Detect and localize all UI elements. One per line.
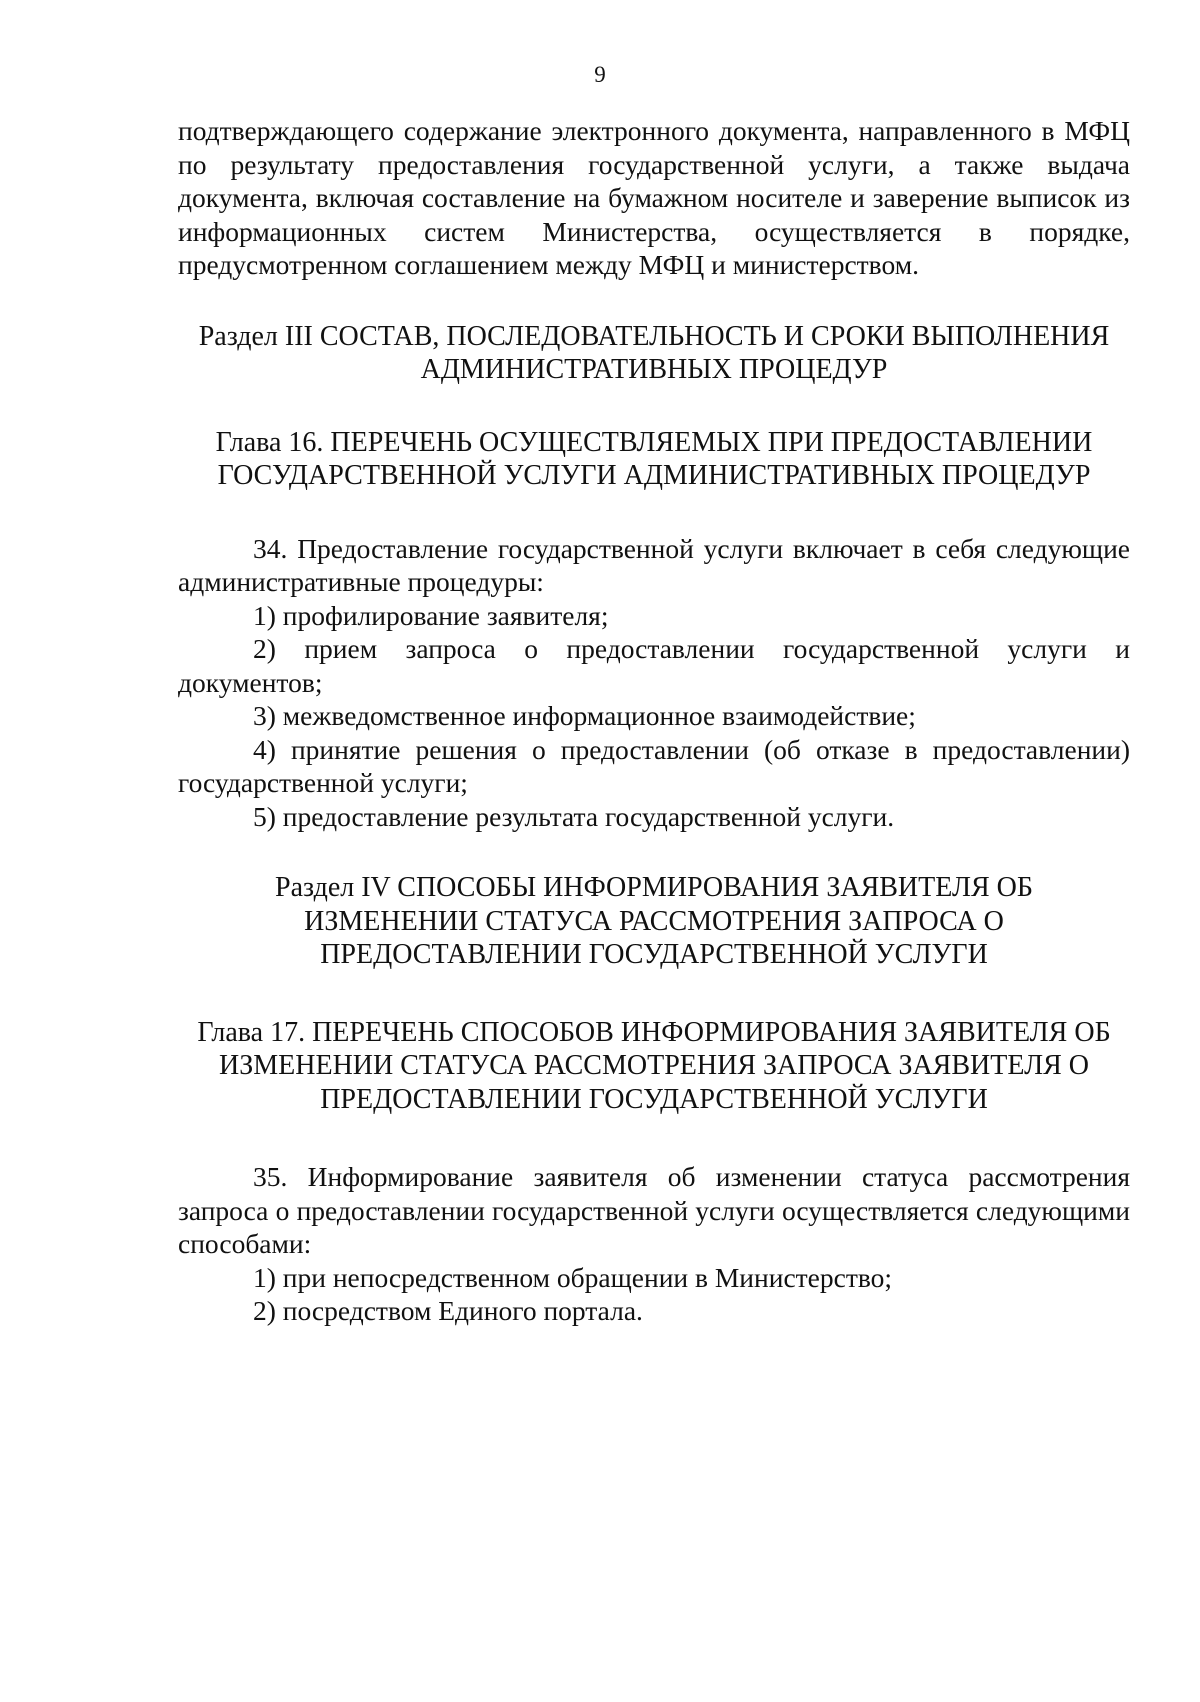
section-4-heading — [178, 871, 1130, 972]
chapter-16-heading-line: Глава 16. ПЕРЕЧЕНЬ ОСУЩЕСТВЛЯЕМЫХ ПРИ ПРЕДОСТАВЛЕНИИ — [215, 426, 1093, 458]
list-item: 3) межведомственное информационное взаимодействие; — [253, 700, 916, 731]
section-3-heading-line: АДМИНИСТРАТИВНЫХ ПРОЦЕДУР — [420, 354, 888, 385]
item-34 — [178, 532, 1130, 834]
chapter-16-heading-line: ГОСУДАРСТВЕННОЙ УСЛУГИ АДМИНИСТРАТИВНЫХ ПРОЦЕДУР — [217, 460, 1091, 491]
list-item: 4) принятие решения о предоставлении (об отказе в предоставлении) государственной услуги; — [178, 733, 1130, 798]
chapter-17-heading-line: ПРЕДОСТАВЛЕНИИ ГОСУДАРСТВЕННОЙ УСЛУГИ — [320, 1083, 988, 1115]
list-item: 2) прием запроса о предоставлении государственной услуги и документов; — [178, 633, 1130, 698]
list-item: 2) посредством Единого портала. — [253, 1295, 643, 1326]
section-4-heading-line: ПРЕДОСТАВЛЕНИИ ГОСУДАРСТВЕННОЙ УСЛУГИ — [320, 939, 988, 970]
item-35 — [178, 1160, 1130, 1328]
item-34-text: 34. Предоставление государственной услуги включает в себя следующие административные процедуры: — [178, 532, 1130, 597]
chapter-17-heading-line: ИЗМЕНЕНИИ СТАТУСА РАССМОТРЕНИЯ ЗАПРОСА ЗАЯВИТЕЛЯ О — [219, 1050, 1089, 1081]
document-body — [178, 114, 1130, 1328]
section-3-heading — [178, 320, 1130, 387]
section-4-heading-line: Раздел IV СПОСОБЫ ИНФОРМИРОВАНИЯ ЗАЯВИТЕЛЯ ОБ — [275, 872, 1033, 903]
chapter-17-heading-line: Глава 17. ПЕРЕЧЕНЬ СПОСОБОВ ИНФОРМИРОВАНИЯ ЗАЯВИТЕЛЯ ОБ — [197, 1016, 1111, 1048]
list-item: 1) при непосредственном обращении в Министерство; — [253, 1261, 893, 1293]
intro-paragraph: подтверждающего содержание электронного документа, направленного в МФЦ по результату предоставления государственной услуги, а также выдача документа, включая составление на бумажном носителе и заверение выписок из информационных систем Министерства, осуществляется в порядке, предусмотренном соглашением между МФЦ и министерством. — [178, 115, 1130, 280]
list-item: 5) предоставление результата государственной услуги. — [253, 800, 895, 832]
page-number: 9 — [594, 62, 606, 87]
section-3-heading-line: Раздел III СОСТАВ, ПОСЛЕДОВАТЕЛЬНОСТЬ И СРОКИ ВЫПОЛНЕНИЯ — [198, 320, 1110, 352]
chapter-17-heading — [178, 1016, 1130, 1117]
chapter-16-heading — [178, 426, 1130, 493]
list-item: 1) профилирование заявителя; — [253, 599, 609, 631]
item-35-text: 35. Информирование заявителя об изменении статуса рассмотрения запроса о предоставлении государственной услуги осуществляется следующими способами: — [178, 1161, 1130, 1259]
section-4-heading-line: ИЗМЕНЕНИИ СТАТУСА РАССМОТРЕНИЯ ЗАПРОСА О — [304, 905, 1004, 937]
